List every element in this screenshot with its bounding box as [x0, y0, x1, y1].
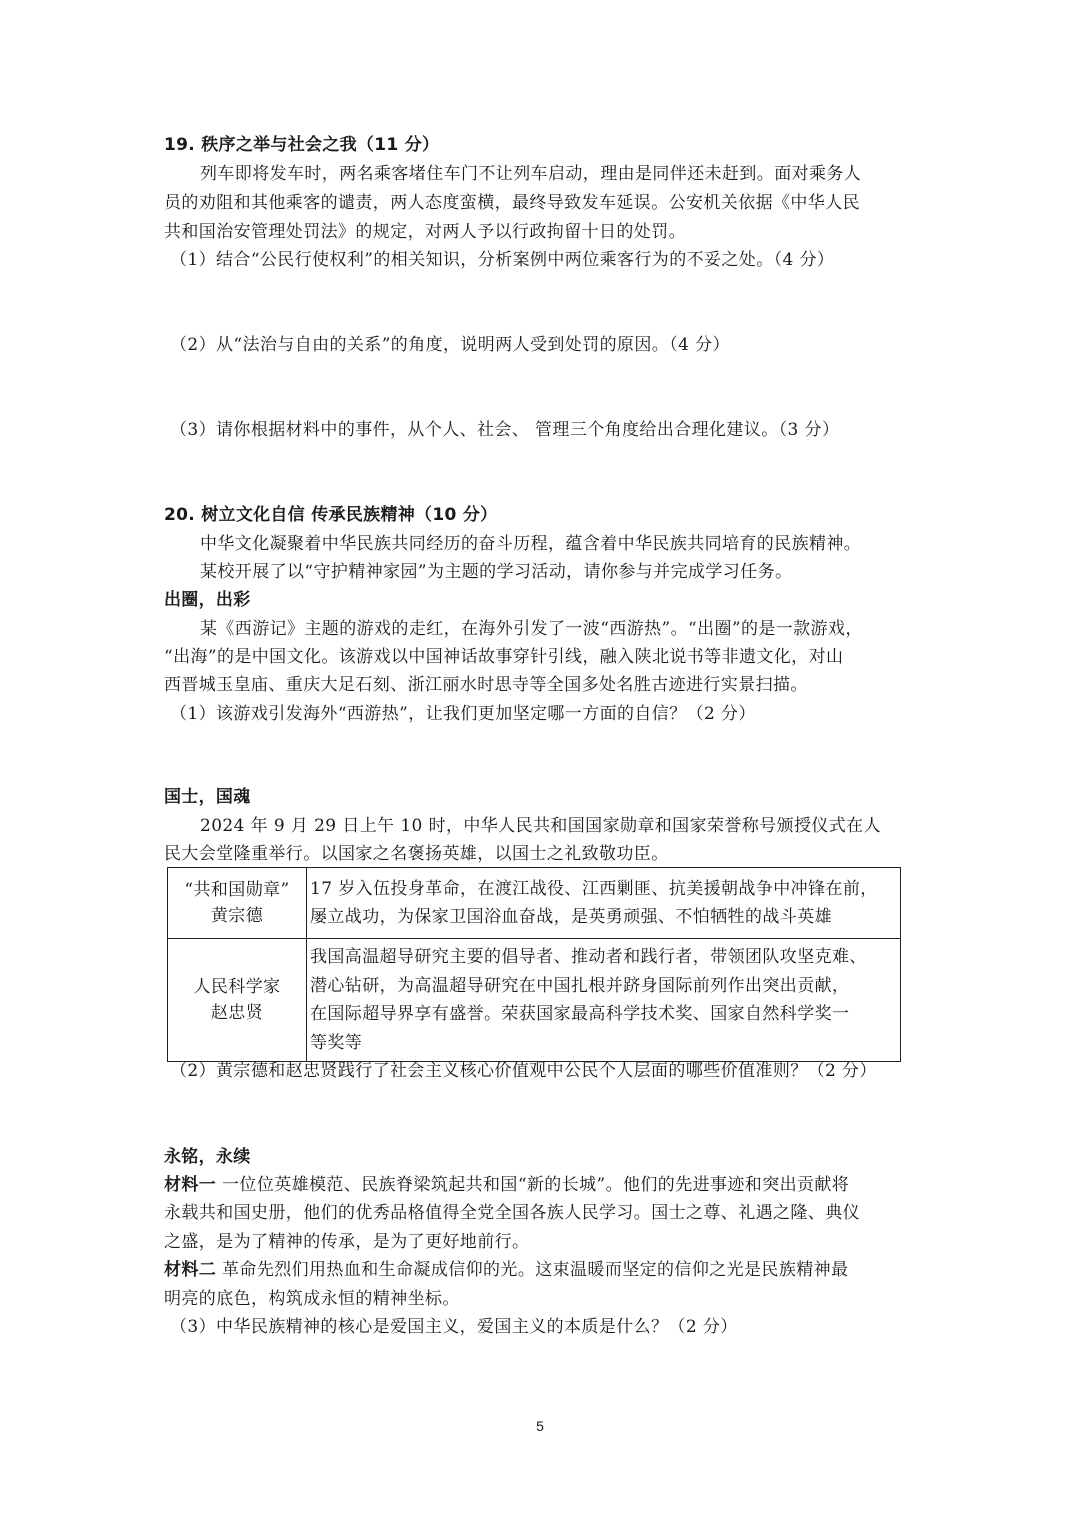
honor-title: 人民科学家 — [193, 977, 281, 997]
page-number: 5 — [536, 1418, 544, 1434]
q20-question-1: （1）该游戏引发海外“西游热”，让我们更加坚定哪一方面的自信？（2 分） — [170, 704, 756, 724]
section1-material-line: 某《西游记》主题的游戏的走红，在海外引发了一波“西游热”。“出圈”的是一款游戏， — [200, 619, 863, 639]
section1-material-line: 西晋城玉皇庙、重庆大足石刻、浙江丽水时思寺等全国多处名胜古迹进行实景扫描。 — [164, 675, 808, 695]
description-line: 屡立战功，为保家卫国浴血奋战，是英勇顽强、不怕牺牲的战斗英雄 — [310, 907, 832, 927]
q19-material-line: 员的劝阻和其他乘客的谴责，两人态度蛮横，最终导致发车延误。公安机关依据《中华人民 — [164, 193, 860, 213]
material1-line: 永载共和国史册，他们的优秀品格值得全党全国各族人民学习。国士之尊、礼遇之隆、典仪 — [164, 1203, 860, 1223]
q19-material-line: 共和国治安管理处罚法》的规定，对两人予以行政拘留十日的处罚。 — [164, 222, 686, 242]
section2-material-line: 2024 年 9 月 29 日上午 10 时，中华人民共和国国家勋章和国家荣誉称号颁授仪式在人 — [200, 816, 881, 836]
honoree-description — [307, 868, 901, 939]
material2-line: 明亮的底色，构筑成永恒的精神坐标。 — [164, 1289, 460, 1309]
material1-text: 一位位英雄模范、民族脊梁筑起共和国“新的长城”。他们的先进事迹和突出贡献将 — [222, 1175, 850, 1195]
table-row — [168, 939, 901, 1062]
section1-material-line: “出海”的是中国文化。该游戏以中国神话故事穿针引线，融入陕北说书等非遗文化，对山 — [164, 647, 844, 667]
q19-question-3: （3）请你根据材料中的事件，从个人、社会、 管理三个角度给出合理化建议。（3 分） — [170, 420, 840, 440]
q20-question-2: （2）黄宗德和赵忠贤践行了社会主义核心价值观中公民个人层面的哪些价值准则？（2 分） — [170, 1061, 877, 1081]
description-line: 等奖等 — [310, 1032, 363, 1053]
q19-question-2: （2）从“法治与自由的关系”的角度，说明两人受到处罚的原因。（4 分） — [170, 335, 730, 355]
material1-label: 材料一 — [164, 1175, 217, 1195]
honoree-name: 赵忠贤 — [210, 1003, 264, 1023]
q20-intro-line: 某校开展了以“守护精神家园”为主题的学习活动，请你参与并完成学习任务。 — [200, 562, 793, 582]
section-heading-yongming: 永铭，永续 — [164, 1147, 251, 1167]
material2-label: 材料二 — [164, 1260, 217, 1280]
material1-line: 之盛，是为了精神的传承，是为了更好地前行。 — [164, 1232, 530, 1252]
description-line: 在国际超导界享有盛誉。荣获国家最高科学技术奖、国家自然科学奖一 — [310, 1004, 850, 1024]
section2-material-line: 民大会堂隆重举行。以国家之名褒扬英雄，以国士之礼致敬功臣。 — [164, 844, 669, 864]
q20-intro-line: 中华文化凝聚着中华民族共同经历的奋斗历程，蕴含着中华民族共同培育的民族精神。 — [200, 534, 862, 554]
description-line: 我国高温超导研究主要的倡导者、推动者和践行者，带领团队攻坚克难、 — [310, 947, 867, 967]
honoree-cell — [168, 868, 307, 939]
honoree-name: 黄宗德 — [210, 906, 264, 926]
q19-material-line: 列车即将发车时，两名乘客堵住车门不让列车启动，理由是同伴还未赶到。面对乘务人 — [200, 164, 862, 184]
honor-title: “共和国勋章” — [184, 880, 290, 900]
q19-title: 19. 秩序之举与社会之我（11 分） — [164, 135, 440, 155]
honor-table — [167, 867, 901, 1062]
q19-question-1: （1）结合“公民行使权利”的相关知识，分析案例中两位乘客行为的不妥之处。（4 分） — [170, 250, 835, 270]
q20-title: 20. 树立文化自信 传承民族精神（10 分） — [164, 505, 498, 525]
material1-line — [164, 1174, 849, 1196]
q20-question-3: （3）中华民族精神的核心是爱国主义，爱国主义的本质是什么？（2 分） — [170, 1317, 738, 1337]
table-row — [168, 868, 901, 939]
material2-text: 革命先烈们用热血和生命凝成信仰的光。这束温暖而坚定的信仰之光是民族精神最 — [222, 1260, 849, 1280]
description-line: 17 岁入伍投身革命，在渡江战役、江西剿匪、抗美援朝战争中冲锋在前， — [310, 878, 878, 899]
section-heading-chuquan: 出圈，出彩 — [164, 590, 251, 610]
section-heading-guoshi: 国士，国魂 — [164, 787, 251, 807]
honoree-cell — [168, 939, 307, 1062]
description-line: 潜心钻研，为高温超导研究在中国扎根并跻身国际前列作出突出贡献， — [310, 975, 850, 996]
material2-line — [164, 1259, 848, 1281]
honoree-description — [307, 939, 901, 1062]
